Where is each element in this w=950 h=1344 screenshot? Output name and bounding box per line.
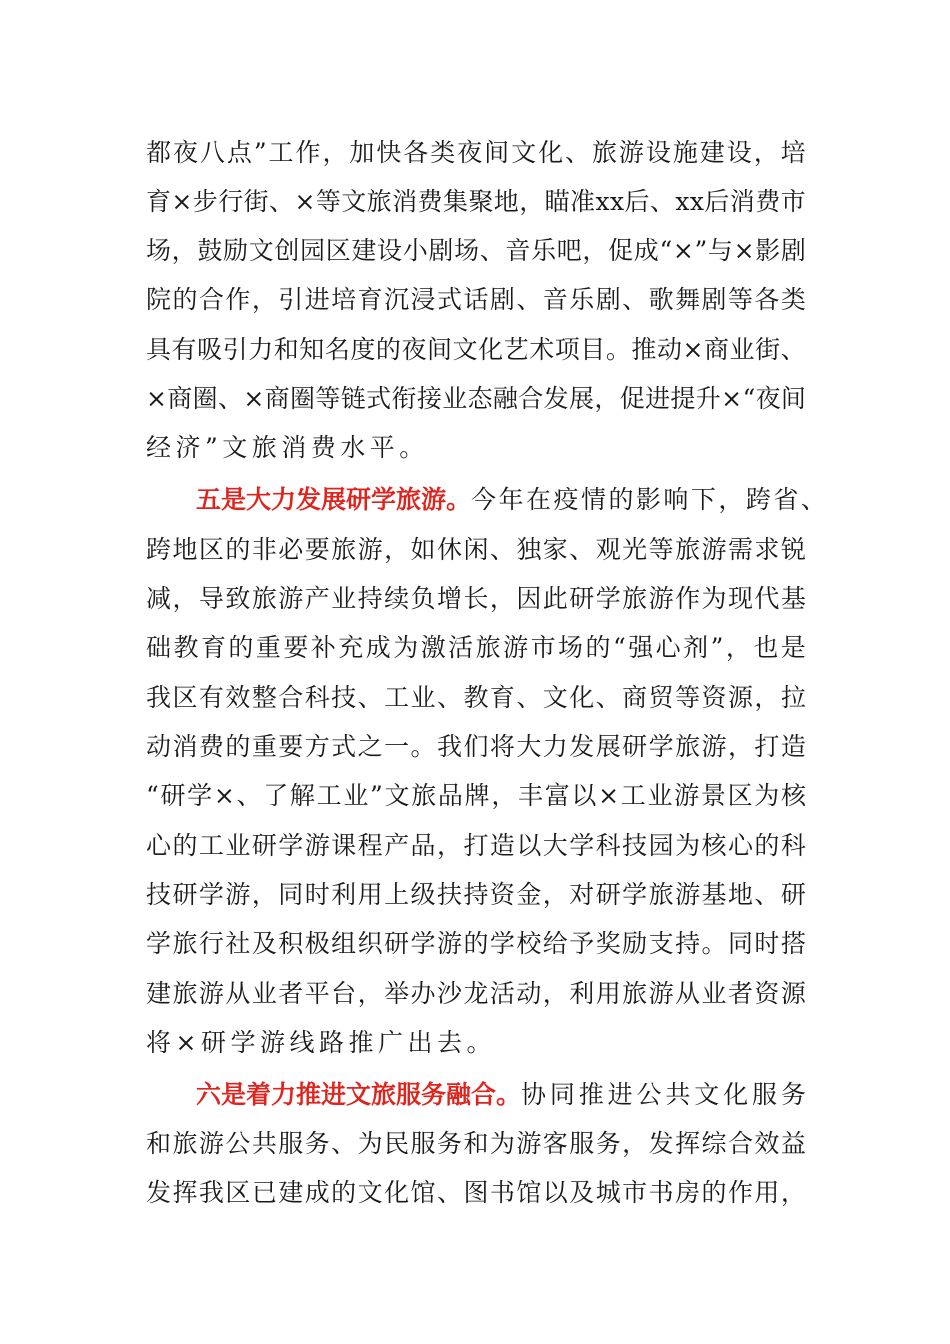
section-5-line: 技 研 学 游 ， 同 时 利 用 上 级 扶 持 资 金 ， 对 研 学 旅 游 基 地 、 研 <box>146 880 806 909</box>
section-6-first-line-text: 协 同 推 进 公 共 文 化 服 务 <box>521 1080 806 1109</box>
section-6-heading: 六是着力推进文旅服务融合。 <box>196 1080 522 1109</box>
paragraph-line: 都 夜 八 点 ” 工 作 ， 加 快 各 类 夜 间 文 化 、 旅 游 设 施 建 设 ， 培 <box>146 138 806 167</box>
section-5-line: 将×研学游线路推广出去。 <box>146 1028 496 1057</box>
section-5-heading: 五是大力发展研学旅游。 <box>196 485 472 514</box>
section-5-first-line-text: 今 年 在 疫 情 的 影 响 下 ， 跨 省 、 <box>471 485 826 514</box>
section-5-first-line <box>196 480 826 520</box>
section-6-line: 发 挥 我 区 已 建 成 的 文 化 馆 、 图 书 馆 以 及 城 市 书 房 的 作 用 ， <box>146 1178 806 1207</box>
section-5-line: 心 的 工 业 研 学 游 课 程 产 品 ， 打 造 以 大 学 科 技 园 为 核 心 的 科 <box>146 831 806 860</box>
paragraph-line: 院 的 合 作 ， 引 进 培 育 沉 浸 式 话 剧 、 音 乐 剧 、 歌 舞 剧 等 各 类 <box>146 285 806 314</box>
paragraph-line: 经济”文旅消费水平。 <box>146 433 429 462</box>
paragraph-line: × 商 圈 、 × 商 圈 等 链 式 衔 接 业 态 融 合 发 展 ， 促 进 提 升 × “ 夜 间 <box>146 384 806 413</box>
paragraph-line: 具 有 吸 引 力 和 知 名 度 的 夜 间 文 化 艺 术 项 目 。 推 动 × 商 业 街 、 <box>146 335 806 364</box>
section-5-line: 减 ， 导 致 旅 游 产 业 持 续 负 增 长 ， 因 此 研 学 旅 游 作 为 现 代 基 <box>146 584 806 613</box>
section-5-line: 础 教 育 的 重 要 补 充 成 为 激 活 旅 游 市 场 的 “ 强 心 剂 ” ， 也 是 <box>146 633 806 662</box>
section-5-line: 我 区 有 效 整 合 科 技 、 工 业 、 教 育 、 文 化 、 商 贸 等 资 源 ， 拉 <box>146 683 806 712</box>
section-5-line: 学 旅 行 社 及 积 极 组 织 研 学 游 的 学 校 给 予 奖 励 支 持 。 同 时 搭 <box>146 929 806 958</box>
paragraph-line: 育 × 步 行 街 、 × 等 文 旅 消 费 集 聚 地 ， 瞄 准 x x 后 、 x x 后 消 费 市 <box>146 187 806 216</box>
section-5-line: 跨 地 区 的 非 必 要 旅 游 ， 如 休 闲 、 独 家 、 观 光 等 旅 游 需 求 锐 <box>146 535 806 564</box>
section-5-line: 动 消 费 的 重 要 方 式 之 一 。 我 们 将 大 力 发 展 研 学 旅 游 ， 打 造 <box>146 732 806 761</box>
paragraph-line: 场 ， 鼓 励 文 创 园 区 建 设 小 剧 场 、 音 乐 吧 ， 促 成 “ × ” 与 × 影 剧 <box>146 236 806 265</box>
section-6-first-line <box>196 1075 806 1115</box>
section-6-line: 和 旅 游 公 共 服 务 、 为 民 服 务 和 为 游 客 服 务 ， 发 挥 综 合 效 益 <box>146 1129 806 1158</box>
section-5-line: “ 研 学 × 、 了 解 工 业 ” 文 旅 品 牌 ， 丰 富 以 × 工 业 游 景 区 为 核 <box>146 781 806 810</box>
section-5-line: 建 旅 游 从 业 者 平 台 ， 举 办 沙 龙 活 动 ， 利 用 旅 游 从 业 者 资 源 <box>146 979 806 1008</box>
